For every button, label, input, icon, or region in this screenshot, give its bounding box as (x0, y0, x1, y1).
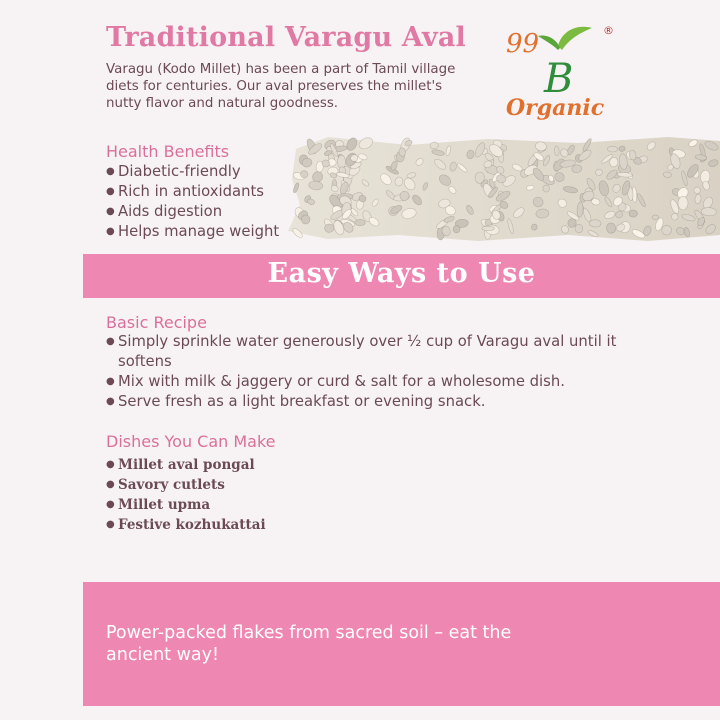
list-item: ● Millet upma (106, 495, 266, 515)
list-item: ● Serve fresh as a light breakfast or evening snack. (106, 392, 638, 412)
logo-word: Organic (506, 95, 605, 121)
millet-flakes-image (288, 135, 720, 243)
list-item: ● Simply sprinkle water generously over ½ cup of Varagu aval until it softens (106, 332, 638, 372)
list-item: ● Aids digestion (106, 202, 279, 222)
list-item: ● Millet aval pongal (106, 455, 266, 475)
list-item: ● Mix with milk & jaggery or curd & salt for a wholesome dish. (106, 372, 638, 392)
logo-number: 99 (506, 29, 540, 59)
brand-logo (500, 18, 618, 123)
list-item: ● Helps manage weight (106, 222, 279, 242)
list-item: ● Diabetic-friendly (106, 162, 279, 182)
footer-tagline: Power-packed flakes from sacred soil – eat the ancient way! (106, 623, 512, 665)
leaf-icon-small (538, 36, 560, 51)
list-item: ● Rich in antioxidants (106, 182, 279, 202)
registered-mark: ® (603, 24, 614, 37)
health-list (106, 162, 279, 242)
banner-title: Easy Ways to Use (267, 258, 536, 289)
dishes-list (106, 455, 266, 535)
footer-banner (83, 582, 720, 706)
leaf-icon (558, 27, 592, 50)
logo-letter: B (544, 56, 574, 102)
page-title: Traditional Varagu Aval (106, 22, 466, 53)
list-item: ● Savory cutlets (106, 475, 266, 495)
health-heading: Health Benefits (106, 142, 230, 161)
list-item: ● Festive kozhukattai (106, 515, 266, 535)
recipe-list (106, 332, 638, 412)
recipe-heading: Basic Recipe (106, 313, 207, 332)
use-banner (83, 254, 720, 298)
intro-text: Varagu (Kodo Millet) has been a part of Tamil village diets for centuries. Our aval preserves the millet's nutty flavor and natural goodness. (106, 62, 456, 111)
dishes-heading: Dishes You Can Make (106, 432, 276, 451)
